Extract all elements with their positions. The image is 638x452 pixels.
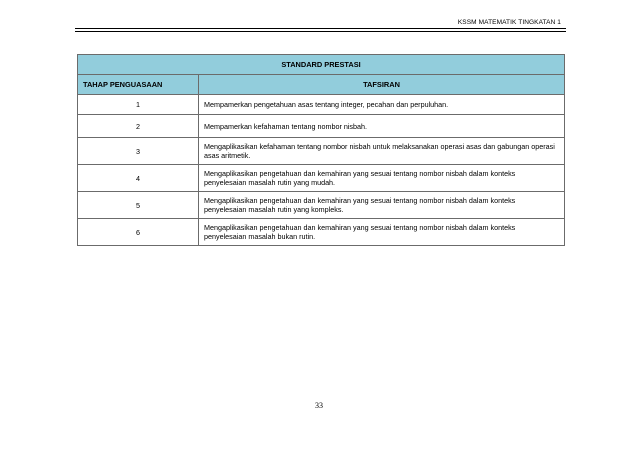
interpretation-cell: Mengaplikasikan pengetahuan dan kemahiran yang sesuai tentang nombor nisbah dalam konteks penyelesaian masalah rutin yang mudah. <box>199 165 565 192</box>
standard-prestasi-table <box>77 54 565 246</box>
table-row <box>78 192 565 219</box>
interpretation-cell: Mempamerkan pengetahuan asas tentang integer, pecahan dan perpuluhan. <box>199 95 565 115</box>
interpretation-cell: Mengaplikasikan pengetahuan dan kemahiran yang sesuai tentang nombor nisbah dalam konteks penyelesaian masalah bukan rutin. <box>199 219 565 246</box>
level-cell: 3 <box>78 138 199 165</box>
column-header-level: TAHAP PENGUASAAN <box>78 75 199 95</box>
table-row <box>78 138 565 165</box>
level-cell: 4 <box>78 165 199 192</box>
level-cell: 1 <box>78 95 199 115</box>
column-header-interpretation: TAFSIRAN <box>199 75 565 95</box>
level-cell: 2 <box>78 115 199 138</box>
table-row <box>78 219 565 246</box>
header-rule <box>75 28 566 32</box>
table-row <box>78 165 565 192</box>
page-number: 33 <box>315 401 323 410</box>
interpretation-cell: Mengaplikasikan kefahaman tentang nombor nisbah untuk melaksanakan operasi asas dan gabungan operasi asas aritmetik. <box>199 138 565 165</box>
table-row <box>78 115 565 138</box>
level-cell: 6 <box>78 219 199 246</box>
interpretation-cell: Mempamerkan kefahaman tentang nombor nisbah. <box>199 115 565 138</box>
table-title-row <box>78 55 565 75</box>
running-header: KSSM MATEMATIK TINGKATAN 1 <box>457 19 561 26</box>
interpretation-cell: Mengaplikasikan pengetahuan dan kemahiran yang sesuai tentang nombor nisbah dalam konteks penyelesaian masalah rutin yang kompleks. <box>199 192 565 219</box>
table-row <box>78 95 565 115</box>
table-header-row <box>78 75 565 95</box>
table-title: STANDARD PRESTASI <box>78 55 565 75</box>
level-cell: 5 <box>78 192 199 219</box>
